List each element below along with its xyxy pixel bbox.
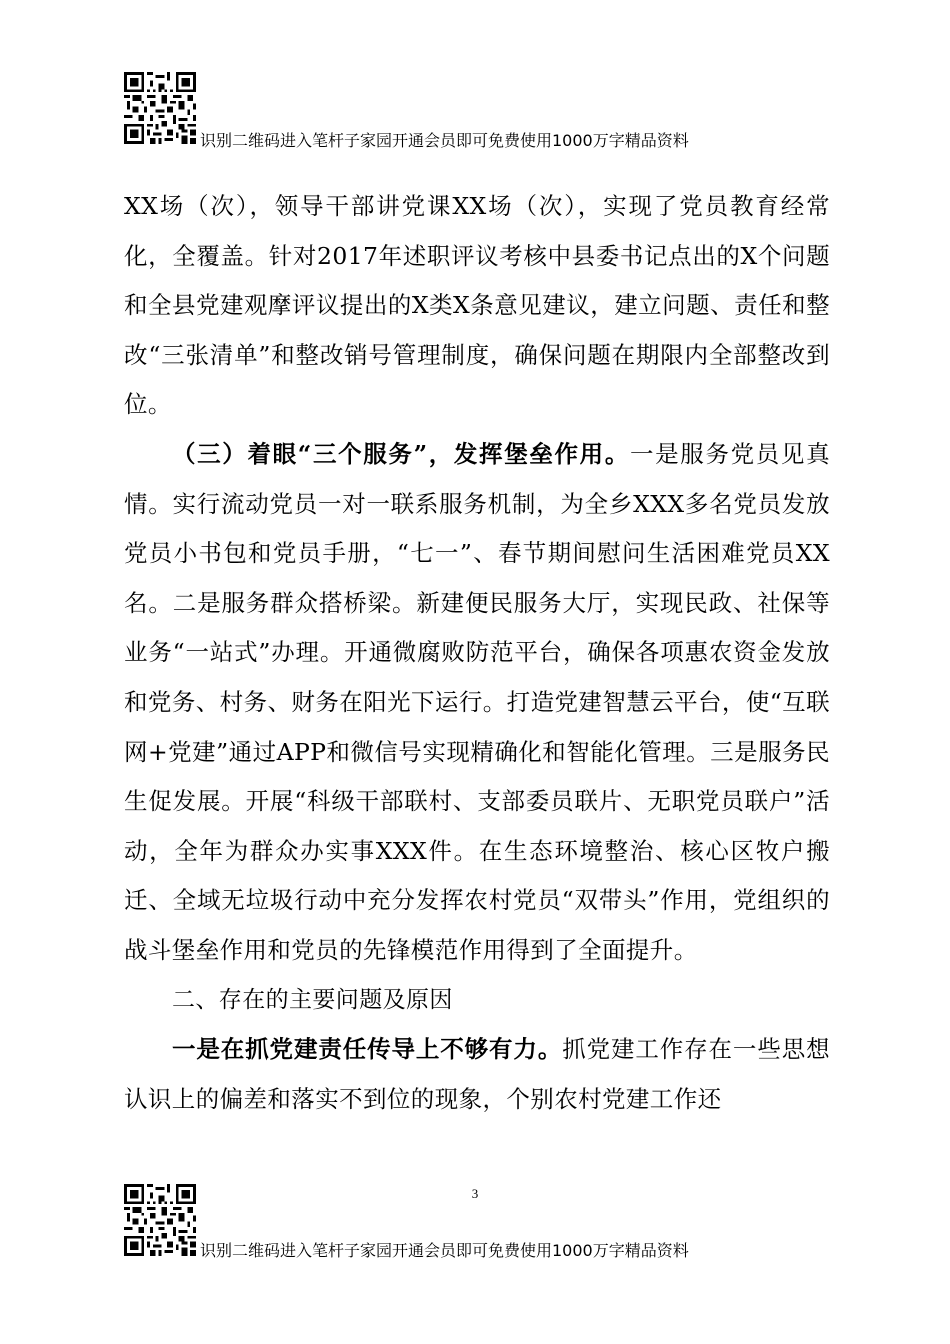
header-promo-text: 识别二维码进入笔杆子家园开通会员即可免费使用1000万字精品资料 [200, 131, 689, 150]
footer-promo-text: 识别二维码进入笔杆子家园开通会员即可免费使用1000万字精品资料 [200, 1241, 689, 1260]
qr-code-bottom [124, 1184, 196, 1256]
paragraph [124, 430, 830, 976]
page-number: 3 [471, 1186, 479, 1201]
section-heading: 二、存在的主要问题及原因 [172, 986, 453, 1013]
paragraph-text: 抓党建工作存在一些思想认识上的偏差和落实不到位的现象，个别农村党建工作还 [124, 1035, 830, 1113]
paragraph-lead: 一是在抓党建责任传导上不够有力。 [172, 1035, 563, 1064]
paragraph-lead: （三）着眼“三个服务”，发挥堡垒作用。 [172, 439, 630, 468]
paragraph-text: 一是服务党员见真情。实行流动党员一对一联系服务机制，为全乡XXX多名党员发放党员小书包和党员手册，“七一”、春节期间慰问生活困难党员XX名。二是服务群众搭桥梁。新建便民服务大厅，实现民政、社保等业务“一站式”办理。开通微腐败防范平台，确保各项惠农资金发放和党务、村务、财务在阳光下运行。打造党建智慧云平台，使“互联网+党建”通过APP和微信号实现精确化和智能化管理。三是服务民生促发展。开展“科级干部联村、支部委员联片、无职党员联户”活动，全年为群众办实事XXX件。在生态环境整治、核心区牧户搬迁、全域无垃圾行动中充分发挥农村党员“双带头”作用，党组织的战斗堡垒作用和党员的先锋模范作用得到了全面提升。 [124, 439, 830, 964]
paragraph: XX场（次），领导干部讲党课XX场（次），实现了党员教育经常化，全覆盖。针对2017年述职评议考核中县委书记点出的X个问题和全县党建观摩评议提出的X类X条意见建议，建立问题、责任和整改“三张清单”和整改销号管理制度，确保问题在期限内全部整改到位。 [124, 192, 830, 419]
document-body [124, 182, 830, 1124]
paragraph [124, 1025, 830, 1124]
qr-code-icon [124, 72, 196, 144]
qr-code-icon [124, 1184, 196, 1256]
qr-code-top [124, 72, 196, 144]
